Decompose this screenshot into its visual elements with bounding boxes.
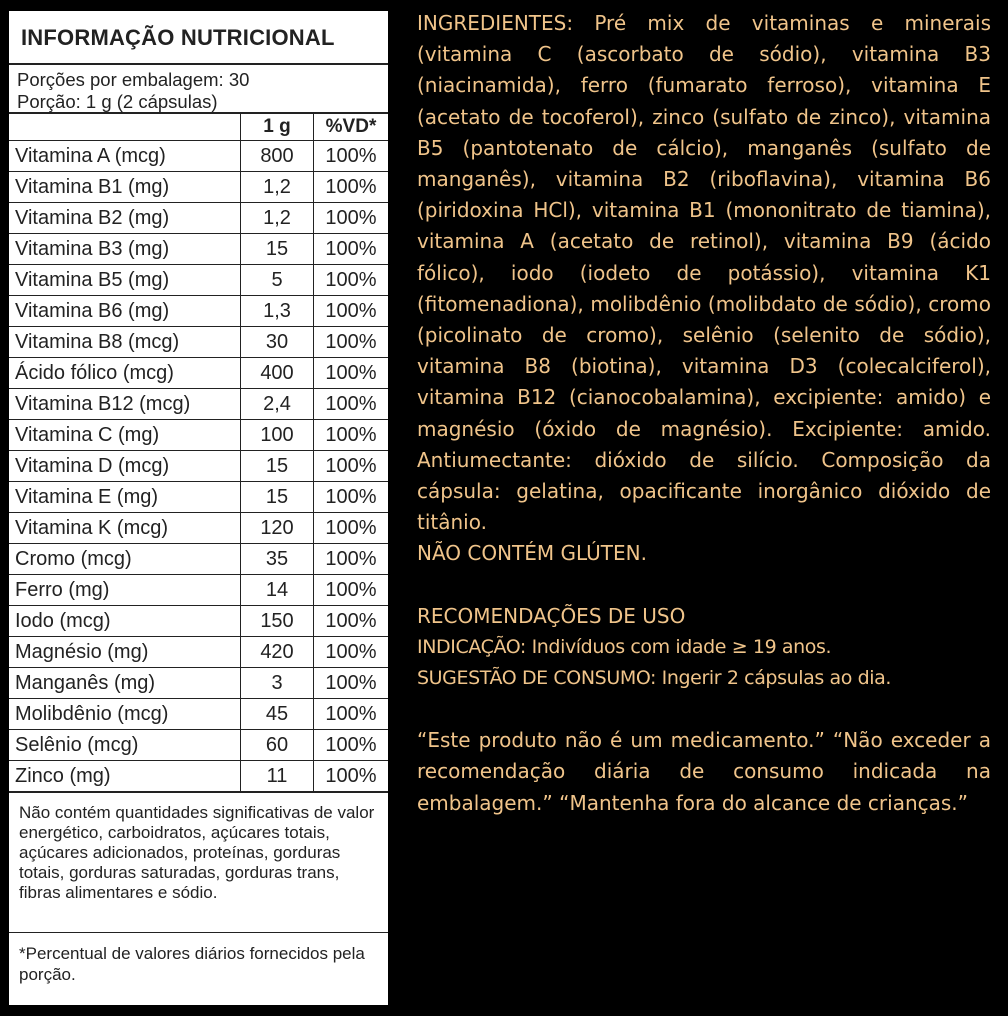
nutrient-amount: 15 bbox=[241, 482, 314, 513]
nutrient-amount: 100 bbox=[241, 420, 314, 451]
nutrient-name: Ácido fólico (mcg) bbox=[9, 358, 241, 389]
nutrient-name: Selênio (mcg) bbox=[9, 730, 241, 761]
ingredients-text: INGREDIENTES: Pré mix de vitaminas e minerais (vitamina C (ascorbato de sódio), vitamina B3 (niacinamida), ferro (fumarato ferroso), vitamina E (acetato de tocoferol), zinco (sulfato de zinco), vitamina B5 (pantotenato de cálcio), manganês (sulfato de manganês), vitamina B2 (riboflavina), vitamina B6 (piridoxina HCl), vitamina B1 (mononitrato de tiamina), vitamina A (acetato de retinol), vitamina B9 (ácido fólico), iodo (iodeto de potássio), vitamina K1 (fitomenadiona), molibdênio (molibdato de sódio), cromo (picolinato de cromo), selênio (selenito de sódio), vitamina B8 (biotina), vitamina D3 (colecalciferol), vitamina B12 (cianocobalamina), excipiente: amido) e magnésio (óxido de magnésio). Excipiente: amido. Antiumectante: dióxido de silício. Composição da cápsula: gelatina, opacificante inorgânico dióxido de titânio. bbox=[417, 11, 991, 535]
servings-per-package: Porções por embalagem: 30 bbox=[17, 69, 250, 90]
nutrient-amount: 120 bbox=[241, 513, 314, 544]
nutrient-amount: 15 bbox=[241, 451, 314, 482]
nutrient-amount: 420 bbox=[241, 637, 314, 668]
nutrient-name: Vitamina B12 (mcg) bbox=[9, 389, 241, 420]
table-row bbox=[9, 575, 388, 606]
table-row bbox=[9, 730, 388, 761]
nutrient-name: Vitamina B3 (mg) bbox=[9, 234, 241, 265]
nutrient-name: Vitamina A (mcg) bbox=[9, 141, 241, 172]
nutrient-amount: 45 bbox=[241, 699, 314, 730]
table-row bbox=[9, 172, 388, 203]
nutrient-dv: 100% bbox=[314, 575, 389, 606]
spacer bbox=[417, 694, 991, 725]
nutrient-amount: 35 bbox=[241, 544, 314, 575]
nutrient-dv: 100% bbox=[314, 327, 389, 358]
nutrient-name: Manganês (mg) bbox=[9, 668, 241, 699]
nutrient-dv: 100% bbox=[314, 358, 389, 389]
table-row bbox=[9, 482, 388, 513]
table-row bbox=[9, 327, 388, 358]
nutrient-dv: 100% bbox=[314, 513, 389, 544]
nutrient-dv: 100% bbox=[314, 730, 389, 761]
nutrient-name: Vitamina K (mcg) bbox=[9, 513, 241, 544]
nutrient-name: Vitamina B8 (mcg) bbox=[9, 327, 241, 358]
warnings-text: “Este produto não é um medicamento.” “Não exceder a recomendação diária de consumo indicada na embalagem.” “Mantenha fora do alcance de crianças.” bbox=[417, 728, 991, 815]
nutrient-dv: 100% bbox=[314, 606, 389, 637]
table-row bbox=[9, 513, 388, 544]
table-row bbox=[9, 203, 388, 234]
nutrition-note: Não contém quantidades significativas de valor energético, carboidratos, açúcares totais, açúcares adicionados, proteínas, gorduras totais, gorduras saturadas, gorduras trans, fibras alimentares e sódio. bbox=[9, 792, 388, 932]
nutrient-name: Vitamina B5 (mg) bbox=[9, 265, 241, 296]
nutrient-amount: 30 bbox=[241, 327, 314, 358]
nutrient-dv: 100% bbox=[314, 637, 389, 668]
table-row bbox=[9, 296, 388, 327]
nutrient-name: Magnésio (mg) bbox=[9, 637, 241, 668]
table-row bbox=[9, 265, 388, 296]
nutrient-amount: 2,4 bbox=[241, 389, 314, 420]
nutrient-dv: 100% bbox=[314, 141, 389, 172]
nutrient-dv: 100% bbox=[314, 420, 389, 451]
nutrient-amount: 1,3 bbox=[241, 296, 314, 327]
nutrient-name: Vitamina E (mg) bbox=[9, 482, 241, 513]
nutrient-amount: 5 bbox=[241, 265, 314, 296]
nutrient-name: Ferro (mg) bbox=[9, 575, 241, 606]
nutrition-table bbox=[9, 113, 388, 792]
nutrient-name: Iodo (mcg) bbox=[9, 606, 241, 637]
usage-indication: INDICAÇÃO: Indivíduos com idade ≥ 19 anos. bbox=[417, 635, 832, 658]
nutrient-name: Vitamina B6 (mg) bbox=[9, 296, 241, 327]
table-row bbox=[9, 234, 388, 265]
nutrient-amount: 400 bbox=[241, 358, 314, 389]
nutrition-facts-panel bbox=[7, 9, 390, 1007]
nutrition-table-body bbox=[9, 141, 388, 792]
nutrient-name: Zinco (mg) bbox=[9, 761, 241, 792]
usage-title: RECOMENDAÇÕES DE USO bbox=[417, 603, 686, 628]
nutrient-name: Molibdênio (mcg) bbox=[9, 699, 241, 730]
usage-suggestion: SUGESTÃO DE CONSUMO: Ingerir 2 cápsulas ao dia. bbox=[417, 667, 892, 690]
nutrient-dv: 100% bbox=[314, 296, 389, 327]
table-row bbox=[9, 761, 388, 792]
nutrient-dv: 100% bbox=[314, 761, 389, 792]
nutrient-amount: 11 bbox=[241, 761, 314, 792]
nutrient-dv: 100% bbox=[314, 451, 389, 482]
serving-info bbox=[9, 65, 388, 113]
nutrient-dv: 100% bbox=[314, 234, 389, 265]
nutrient-amount: 60 bbox=[241, 730, 314, 761]
table-row bbox=[9, 699, 388, 730]
table-row bbox=[9, 637, 388, 668]
nutrient-amount: 3 bbox=[241, 668, 314, 699]
nutrient-name: Vitamina B1 (mg) bbox=[9, 172, 241, 203]
info-text-column bbox=[417, 8, 991, 819]
table-row bbox=[9, 668, 388, 699]
header-nutrient bbox=[9, 114, 241, 141]
table-header-row bbox=[9, 114, 388, 141]
nutrient-name: Vitamina B2 (mg) bbox=[9, 203, 241, 234]
gluten-statement: NÃO CONTÉM GLÚTEN. bbox=[417, 541, 647, 566]
nutrient-dv: 100% bbox=[314, 265, 389, 296]
table-row bbox=[9, 544, 388, 575]
nutrient-amount: 150 bbox=[241, 606, 314, 637]
table-row bbox=[9, 606, 388, 637]
table-row bbox=[9, 451, 388, 482]
header-dv: %VD* bbox=[314, 114, 389, 141]
nutrient-dv: 100% bbox=[314, 668, 389, 699]
serving-size: Porção: 1 g (2 cápsulas) bbox=[17, 91, 218, 112]
spacer bbox=[417, 570, 991, 601]
nutrient-amount: 800 bbox=[241, 141, 314, 172]
nutrient-name: Vitamina C (mg) bbox=[9, 420, 241, 451]
nutrient-amount: 14 bbox=[241, 575, 314, 606]
nutrient-dv: 100% bbox=[314, 172, 389, 203]
nutrient-amount: 1,2 bbox=[241, 172, 314, 203]
nutrient-dv: 100% bbox=[314, 203, 389, 234]
nutrient-amount: 1,2 bbox=[241, 203, 314, 234]
nutrient-name: Vitamina D (mcg) bbox=[9, 451, 241, 482]
nutrition-footnote: *Percentual de valores diários fornecidos pela porção. bbox=[9, 932, 388, 991]
table-row bbox=[9, 358, 388, 389]
nutrition-title: INFORMAÇÃO NUTRICIONAL bbox=[9, 11, 388, 65]
table-row bbox=[9, 389, 388, 420]
nutrient-dv: 100% bbox=[314, 699, 389, 730]
table-row bbox=[9, 141, 388, 172]
nutrient-dv: 100% bbox=[314, 544, 389, 575]
nutrient-amount: 15 bbox=[241, 234, 314, 265]
nutrient-dv: 100% bbox=[314, 482, 389, 513]
table-row bbox=[9, 420, 388, 451]
nutrient-name: Cromo (mcg) bbox=[9, 544, 241, 575]
nutrient-dv: 100% bbox=[314, 389, 389, 420]
header-amount: 1 g bbox=[241, 114, 314, 141]
